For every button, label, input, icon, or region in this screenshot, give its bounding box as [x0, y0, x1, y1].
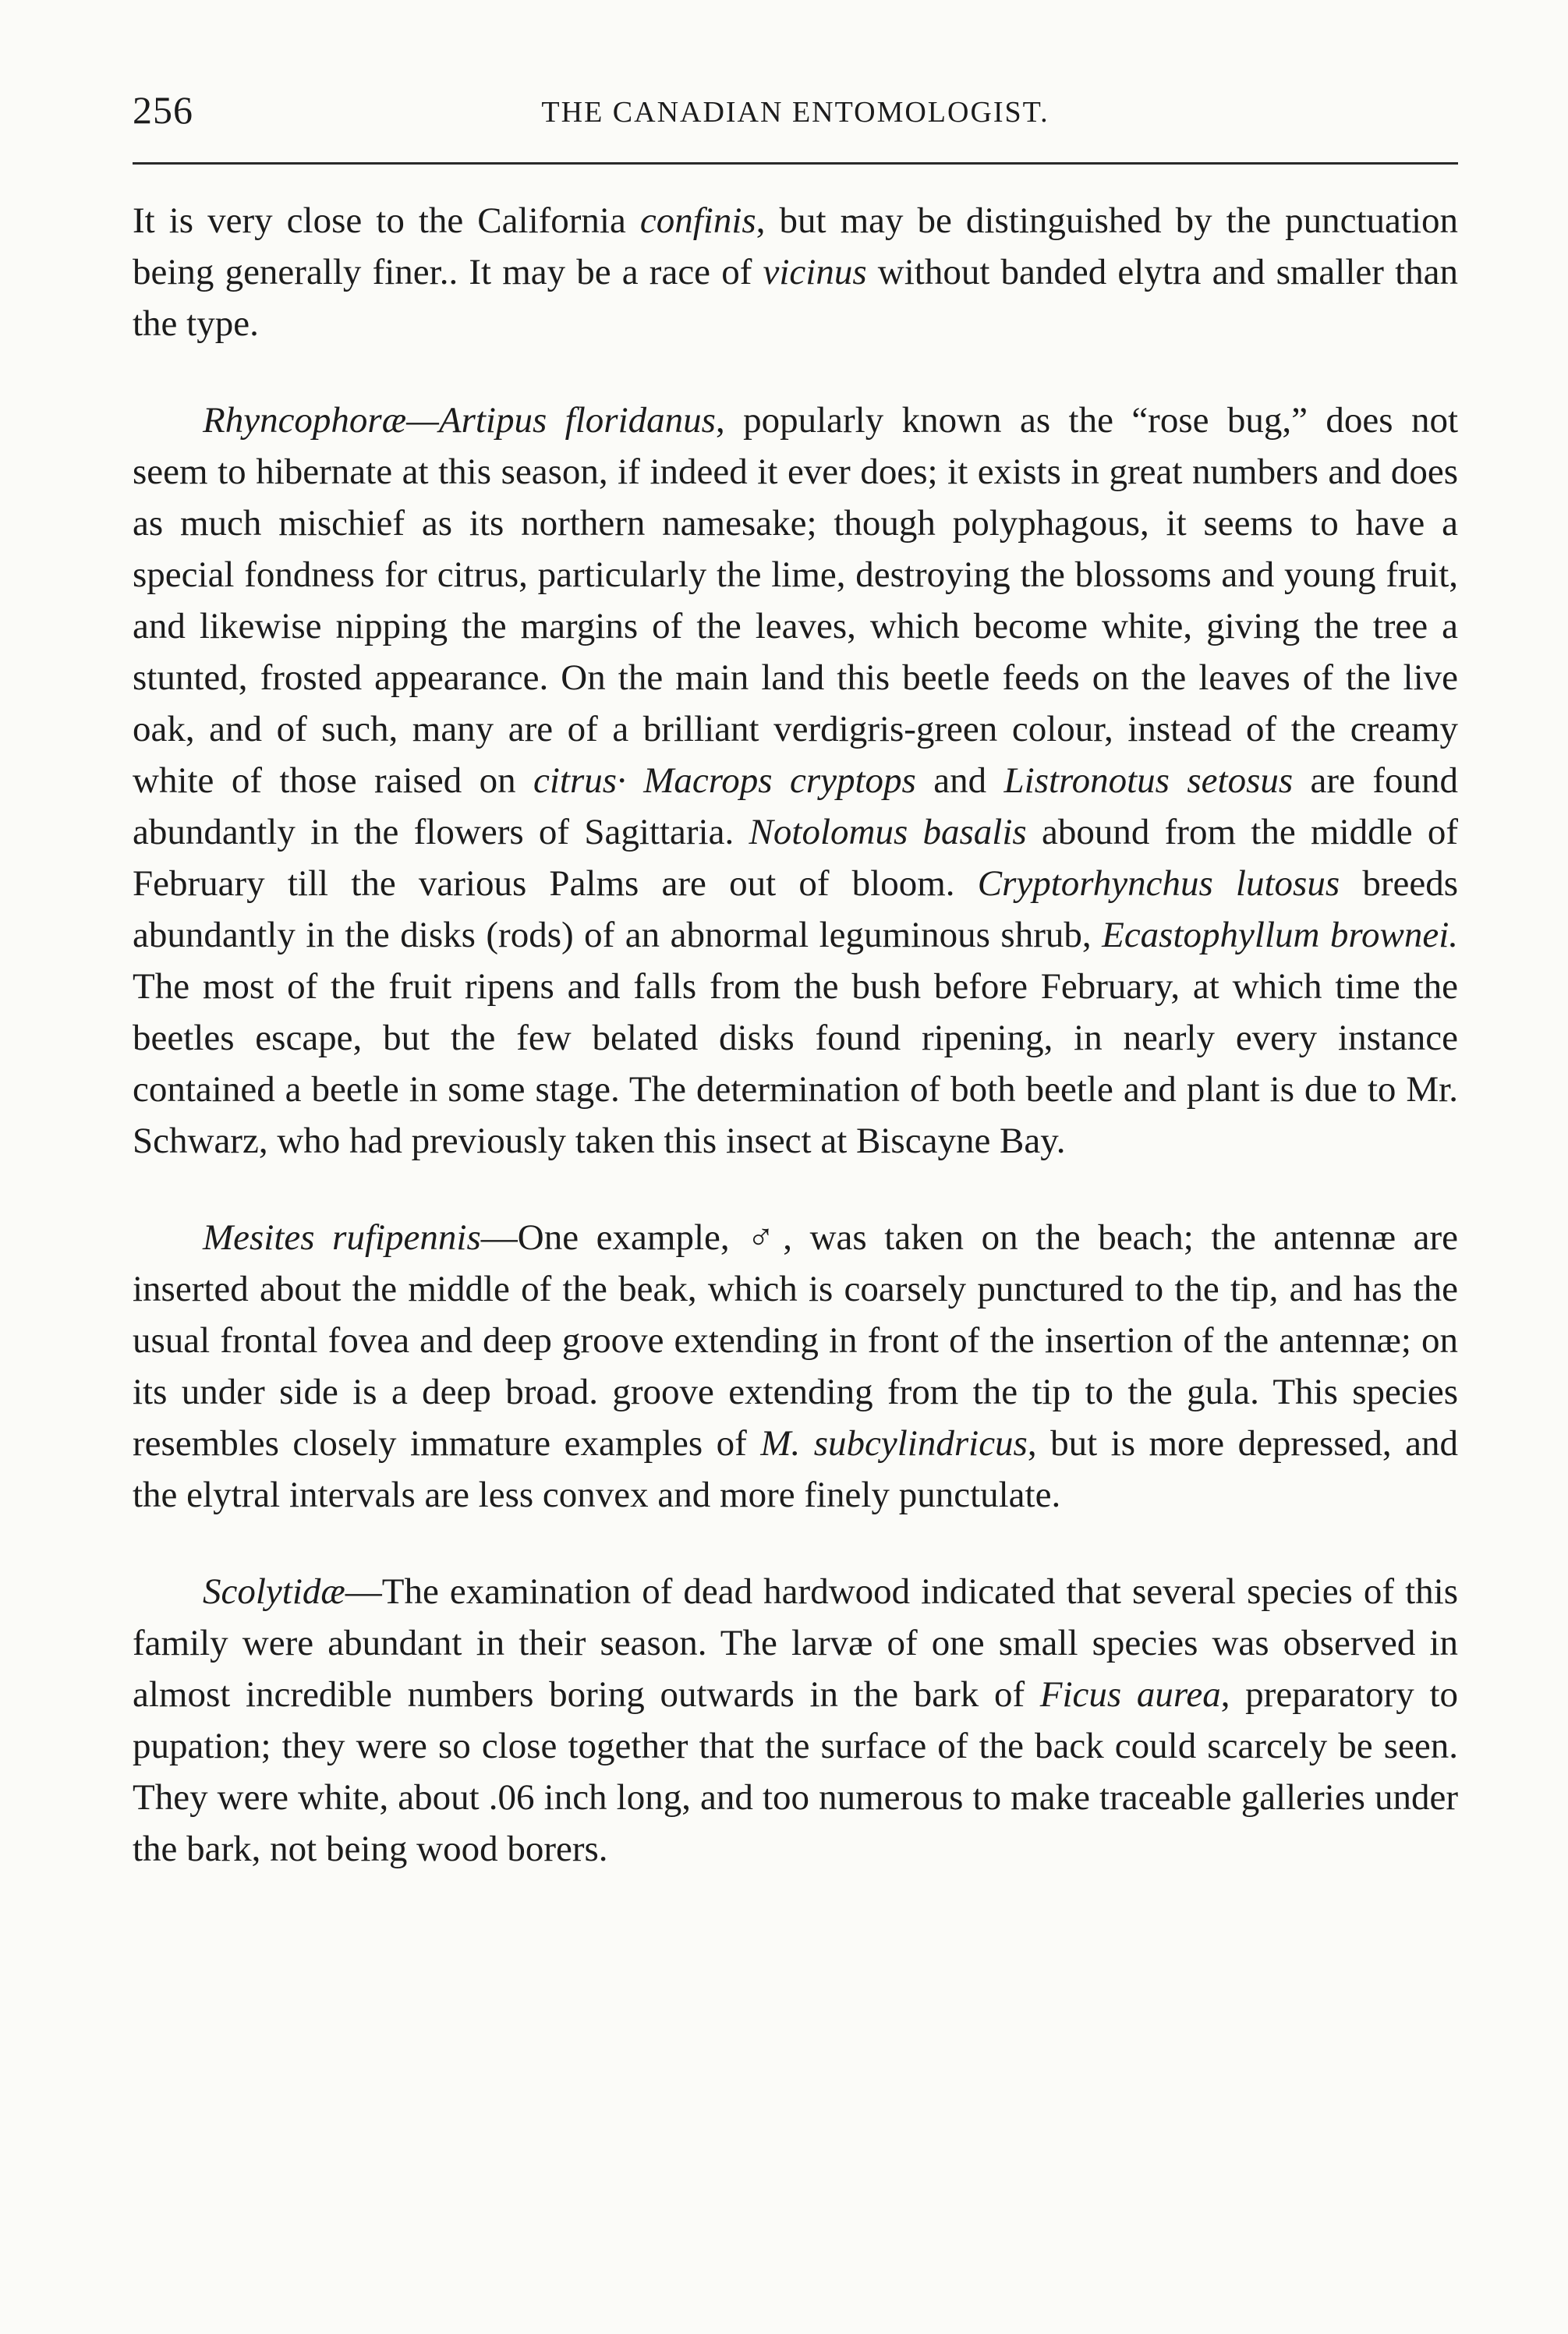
species-name: Listronotus setosus — [1003, 760, 1294, 801]
paragraph-rhyncophorae — [133, 395, 1458, 1167]
running-head — [133, 87, 1458, 142]
text-run: abound from the middle of February till the various Palms are out of bloom. — [133, 812, 1458, 904]
paragraph-spacer — [133, 349, 1458, 395]
text-run: It is very close to the California — [133, 200, 640, 241]
taxon-heading: Scolytidæ — [203, 1571, 345, 1612]
page-number: 256 — [133, 88, 193, 132]
text-run: —One example, ♂, was taken on the beach; the antennæ are inserted about the middle of the beak, which is coarsely punctured to the tip, and has the usual frontal fovea and deep groove extending in front of the insertion of the antennæ; on its under side is a deep broad. groove extending from the tip to the gula. This species resembles closely immature examples of — [133, 1217, 1459, 1464]
text-run: The most of the fruit ripens and falls from the bush before February, at which time the beetles escape, but the few belated disks found ripening, in nearly every instance contained a beetle in some stage. The determination of both beetle and plant is due to Mr. Schwarz, who had previously taken this insect at Biscayne Bay. — [133, 966, 1458, 1161]
species-name: Cryptorhynchus lutosus — [977, 863, 1340, 904]
paragraph-mesites — [133, 1212, 1458, 1521]
text-run: breeds abundantly in the disks (rods) of an abnormal leguminous shrub, — [133, 863, 1458, 955]
species-name: vicinus — [763, 252, 867, 292]
article-body — [133, 195, 1458, 1875]
species-name: M. subcylindricus — [760, 1423, 1028, 1464]
species-name: Notolomus basalis — [749, 812, 1027, 852]
header-rule — [133, 162, 1458, 165]
text-run: —The examination of dead hardwood indicated that several species of this family were abundant in their season. The larvæ of one small species was observed in almost incredible numbers boring outwards in the bark of — [133, 1571, 1458, 1715]
text-run: and — [915, 760, 1004, 801]
text-run: , but may be distinguished by the punctuation being generally finer.. It may be a race of — [133, 200, 1459, 292]
species-name: Ficus aurea — [1039, 1674, 1221, 1715]
taxon-heading: Rhyncophoræ—Artipus floridanus — [203, 400, 716, 441]
paragraph-confinis — [133, 195, 1458, 349]
text-run: are found abundantly in the flowers of Sagittaria. — [133, 760, 1458, 852]
paragraph-spacer — [133, 1167, 1458, 1212]
taxon-heading: Mesites rufipennis — [203, 1217, 481, 1258]
text-run: , popularly known as the “rose bug,” does not seem to hibernate at this season, if indeed it ever does; it exists in great numbers and does as much mischief as its northern namesake; though polyphagous, it seems to have a special fondness for citrus, particularly the lime, destroying the blossoms and young fruit, and likewise nipping the margins of the leaves, which become white, giving the tree a stunted, frosted appearance. On the main land this beetle feeds on the leaves of the live oak, and of such, many are of a brilliant verdigris-green colour, instead of the creamy white of those raised on — [133, 400, 1459, 801]
paragraph-scolytidae — [133, 1566, 1458, 1875]
species-name: citrus· Macrops cryptops — [533, 760, 916, 801]
species-name: Ecastophyllum brownei. — [1102, 915, 1458, 955]
journal-title: THE CANADIAN ENTOMOLOGIST. — [541, 96, 1049, 129]
text-run: , preparatory to pupation; they were so close together that the surface of the back could scarcely be seen. They were white, about .06 inch long, and too numerous to make traceable galleries under the bark, not being wood borers. — [133, 1674, 1459, 1869]
species-name: confinis — [639, 200, 756, 241]
paragraph-spacer — [133, 1521, 1458, 1566]
text-run: , but is more depressed, and the elytral intervals are less convex and more finely punctulate. — [133, 1423, 1458, 1515]
text-run: without banded elytra and smaller than the type. — [133, 252, 1458, 344]
